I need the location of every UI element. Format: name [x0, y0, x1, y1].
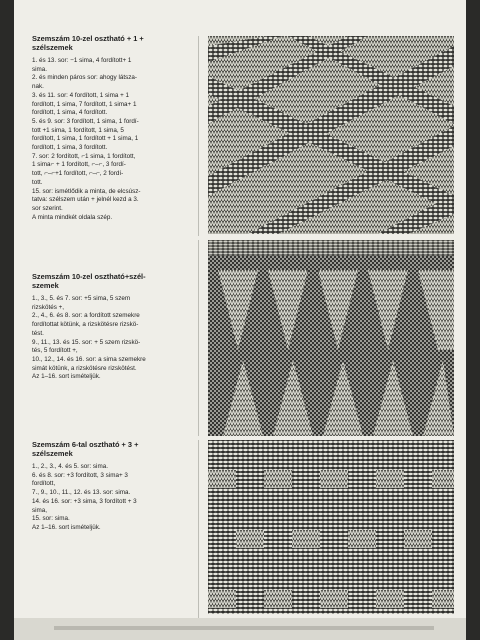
pattern-step-line: rizskötés +, — [32, 303, 65, 311]
pattern-instructions-1 — [32, 34, 196, 222]
pattern-step-line: sima, — [32, 506, 48, 514]
swatch-texture-3 — [208, 440, 454, 614]
pattern-step-line: 9., 11., 13. és 15. sor: + 5 szem rizskö- — [32, 338, 141, 346]
pattern-step-line: 15. sor: ismétlődik a minta, de elcsúsz- — [32, 187, 141, 195]
pattern-steps — [32, 463, 196, 533]
pattern-step-line: 15. sor: sima. — [32, 515, 70, 523]
pattern-step-line: 3. és 11. sor: 4 fordított, 1 sima + 1 — [32, 91, 130, 99]
pattern-step-line: fordított, 1 sima, 1 fordított + 1 sima, 1 — [32, 135, 139, 143]
pattern-steps — [32, 295, 196, 382]
swatch-texture-2 — [208, 240, 454, 436]
pattern-instructions-3 — [32, 440, 196, 533]
pattern-step-line: fordítottat kötünk, a rizskötésre rizskö- — [32, 321, 139, 329]
pattern-title: Szemszám 10-zel osztható + 1 + szélszemek — [32, 34, 144, 52]
pattern-step-line: sor szerint. — [32, 204, 63, 212]
pattern-step-line: fordított, 1 sima, 7 fordított, 1 sima+ 1 — [32, 100, 137, 108]
pattern-step-line: 7. sor: 2 fordított, ⌐1 sima, 1 fordított, — [32, 152, 136, 160]
pattern-instructions-2 — [32, 272, 196, 382]
pattern-step-line: fordított, — [32, 480, 56, 488]
pattern-title: Szemszám 10-zel osztható+szél- szemek — [32, 272, 146, 290]
pattern-step-line: 1., 2., 3., 4. és 5. sor: sima. — [32, 463, 108, 470]
pattern-step-line: sima. — [32, 65, 48, 73]
column-divider — [198, 36, 199, 236]
pattern-step-line: 2. és minden páros sor: ahogy látsza- — [32, 74, 138, 82]
pattern-step-line: 1. és 13. sor: −1 sima, 4 fordított+ 1 — [32, 57, 132, 64]
book-page — [14, 0, 466, 640]
pattern-step-line: Az 1–16. sort ismételjük. — [32, 373, 101, 381]
pattern-step-line: 5. és 9. sor: 3 fordított, 1 sima, 1 fordí- — [32, 117, 139, 125]
pattern-step-line: 10., 12., 14. és 16. sor: a sima szemekre — [32, 355, 146, 363]
pattern-step-line: 1., 3., 5. és 7. sor: +5 sima, 5 szem — [32, 295, 131, 302]
knit-swatch-photo-1 — [208, 36, 454, 234]
pattern-step-line: 7., 9., 10., 11., 12. és 13. sor: sima. — [32, 489, 131, 497]
pattern-step-line: 2., 4., 6. és 8. sor: a fordított szemekre — [32, 312, 140, 320]
knit-swatch-photo-3 — [208, 440, 454, 614]
pattern-step-line: tés, 5 fordított +, — [32, 347, 78, 355]
column-divider — [198, 440, 199, 618]
pattern-step-line: tést. — [32, 329, 44, 337]
bleed-through-mark — [34, 620, 454, 636]
pattern-step-line: fordított, 1 sima, 4 fordított. — [32, 109, 108, 117]
pattern-step-line: tott, ⌐–⌐+1 fordított, ⌐–⌐, 2 fordí- — [32, 170, 124, 178]
pattern-step-line: nak. — [32, 83, 44, 91]
pattern-step-line: simát kötünk, a rizskötésre rizskötést. — [32, 364, 137, 372]
pattern-step-line: 6. és 8. sor: +3 fordított, 3 sima+ 3 — [32, 471, 128, 479]
pattern-step-line: 14. és 16. sor: +3 sima, 3 fordított + 3 — [32, 497, 137, 505]
next-page-edge — [14, 618, 466, 640]
pattern-step-line: tott +1 sima, 1 fordított, 1 sima, 5 — [32, 126, 124, 134]
pattern-title: Szemszám 6-tal osztható + 3 + szélszemek — [32, 440, 139, 458]
pattern-step-line: tatva: szélszem után + jelnél kezd a 3. — [32, 196, 139, 204]
swatch-texture-1 — [208, 36, 454, 234]
pattern-step-line: tott. — [32, 178, 43, 186]
pattern-step-line: Az 1–16. sort ismételjük. — [32, 523, 101, 531]
column-divider — [198, 240, 199, 436]
knit-swatch-photo-2 — [208, 240, 454, 436]
pattern-step-line: fordított, 1 sima, 3 fordított. — [32, 144, 108, 152]
pattern-step-line: 1 sima⌐ + 1 fordított, ⌐–⌐, 3 fordí- — [32, 161, 126, 169]
pattern-step-line: A minta mindkét oldala szép. — [32, 213, 113, 221]
pattern-steps — [32, 57, 196, 222]
